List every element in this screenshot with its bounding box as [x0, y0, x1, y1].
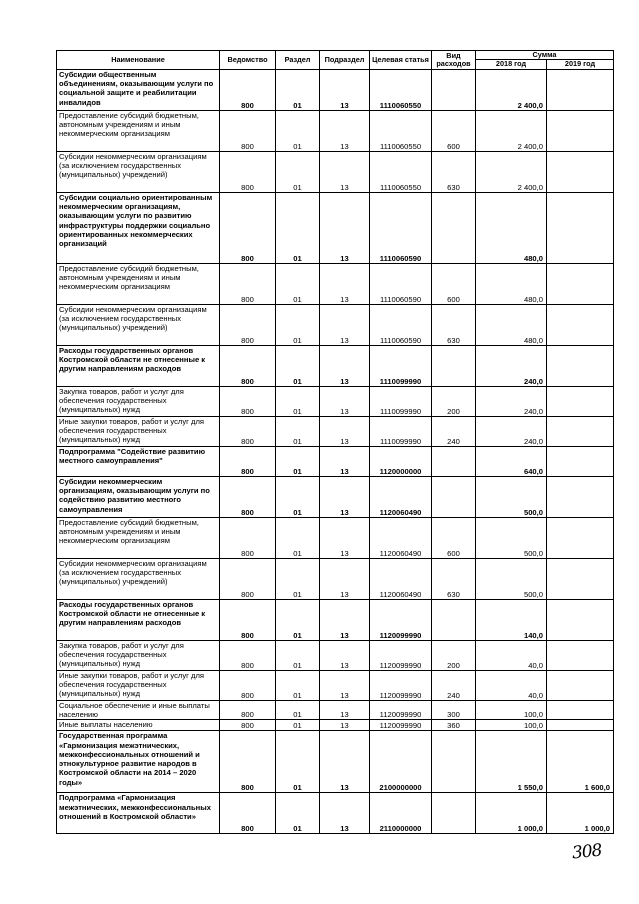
cell-podrazdel: 13	[320, 670, 370, 700]
cell-sum-2019	[547, 517, 614, 558]
cell-podrazdel: 13	[320, 731, 370, 793]
cell-sum-2019	[547, 446, 614, 476]
cell-razdel: 01	[276, 110, 320, 151]
cell-vid-rashodov: 360	[432, 720, 476, 731]
cell-vid-rashodov: 600	[432, 263, 476, 304]
cell-name: Предоставление субсидий бюджетным, автономным учреждениям и иным некоммерческим организациям	[57, 263, 220, 304]
cell-podrazdel: 13	[320, 110, 370, 151]
cell-vid-rashodov: 240	[432, 670, 476, 700]
header-name: Наименование	[57, 51, 220, 70]
cell-name: Предоставление субсидий бюджетным, автономным учреждениям и иным некоммерческим организациям	[57, 517, 220, 558]
cell-vedomstvo: 800	[220, 386, 276, 416]
cell-celevaya-statya: 1120060490	[370, 558, 432, 599]
cell-name: Субсидии некоммерческим организациям, оказывающим услуги по содействию развитию местного самоуправления	[57, 476, 220, 517]
cell-razdel: 01	[276, 446, 320, 476]
cell-name: Социальное обеспечение и иные выплаты населению	[57, 700, 220, 720]
cell-vedomstvo: 800	[220, 110, 276, 151]
cell-name: Иные выплаты населению	[57, 720, 220, 731]
cell-sum-2019	[547, 192, 614, 263]
cell-name: Закупка товаров, работ и услуг для обеспечения государственных (муниципальных) нужд	[57, 386, 220, 416]
cell-vedomstvo: 800	[220, 416, 276, 446]
cell-vid-rashodov	[432, 345, 476, 386]
cell-vedomstvo: 800	[220, 446, 276, 476]
cell-sum-2018: 1 550,0	[476, 731, 547, 793]
cell-podrazdel: 13	[320, 640, 370, 670]
cell-sum-2019	[547, 69, 614, 110]
cell-celevaya-statya: 1110060590	[370, 263, 432, 304]
cell-name: Подпрограмма «Гармонизация межэтнических, межконфессиональных отношений в Костромской области»	[57, 793, 220, 834]
cell-vid-rashodov	[432, 192, 476, 263]
cell-podrazdel: 13	[320, 151, 370, 192]
cell-name: Расходы государственных органов Костромской области не отнесенные к другим направлениям расходов	[57, 599, 220, 640]
cell-celevaya-statya: 1110099990	[370, 386, 432, 416]
cell-sum-2019	[547, 416, 614, 446]
cell-name: Субсидии некоммерческим организациям (за исключением государственных (муниципальных) учреждений)	[57, 304, 220, 345]
table-row	[57, 640, 614, 670]
cell-vid-rashodov: 600	[432, 110, 476, 151]
cell-razdel: 01	[276, 192, 320, 263]
cell-celevaya-statya: 2100000000	[370, 731, 432, 793]
cell-vid-rashodov: 630	[432, 558, 476, 599]
cell-razdel: 01	[276, 304, 320, 345]
table-row	[57, 720, 614, 731]
cell-celevaya-statya: 1120099990	[370, 670, 432, 700]
table-row	[57, 517, 614, 558]
table-row	[57, 700, 614, 720]
header-razdel: Раздел	[276, 51, 320, 70]
cell-sum-2018: 1 000,0	[476, 793, 547, 834]
cell-razdel: 01	[276, 69, 320, 110]
table-row	[57, 192, 614, 263]
cell-name: Предоставление субсидий бюджетным, автономным учреждениям и иным некоммерческим организациям	[57, 110, 220, 151]
cell-razdel: 01	[276, 670, 320, 700]
cell-razdel: 01	[276, 793, 320, 834]
cell-sum-2018: 40,0	[476, 670, 547, 700]
table-row	[57, 69, 614, 110]
cell-vedomstvo: 800	[220, 720, 276, 731]
cell-sum-2018: 240,0	[476, 416, 547, 446]
cell-sum-2018: 640,0	[476, 446, 547, 476]
cell-vid-rashodov	[432, 446, 476, 476]
cell-celevaya-statya: 1110060590	[370, 192, 432, 263]
table-row	[57, 110, 614, 151]
cell-celevaya-statya: 1110099990	[370, 345, 432, 386]
cell-sum-2018: 500,0	[476, 476, 547, 517]
cell-razdel: 01	[276, 731, 320, 793]
cell-celevaya-statya: 1110060550	[370, 69, 432, 110]
table-row	[57, 446, 614, 476]
cell-vid-rashodov	[432, 476, 476, 517]
cell-vedomstvo: 800	[220, 793, 276, 834]
cell-sum-2019: 1 000,0	[547, 793, 614, 834]
cell-razdel: 01	[276, 345, 320, 386]
cell-podrazdel: 13	[320, 263, 370, 304]
page-number: 308	[571, 840, 603, 864]
header-podrazdel: Подраздел	[320, 51, 370, 70]
header-vid-rashodov: Вид расходов	[432, 51, 476, 70]
cell-vedomstvo: 800	[220, 558, 276, 599]
header-year-2018: 2018 год	[476, 60, 547, 69]
cell-razdel: 01	[276, 517, 320, 558]
cell-vid-rashodov: 240	[432, 416, 476, 446]
cell-sum-2019	[547, 110, 614, 151]
cell-razdel: 01	[276, 416, 320, 446]
cell-sum-2018: 240,0	[476, 345, 547, 386]
cell-celevaya-statya: 1120060490	[370, 517, 432, 558]
cell-vid-rashodov: 200	[432, 386, 476, 416]
cell-sum-2019	[547, 263, 614, 304]
cell-sum-2018: 480,0	[476, 192, 547, 263]
cell-vedomstvo: 800	[220, 345, 276, 386]
cell-podrazdel: 13	[320, 793, 370, 834]
cell-sum-2018: 480,0	[476, 263, 547, 304]
cell-sum-2018: 40,0	[476, 640, 547, 670]
cell-vid-rashodov: 300	[432, 700, 476, 720]
cell-vedomstvo: 800	[220, 670, 276, 700]
cell-vedomstvo: 800	[220, 599, 276, 640]
table-row	[57, 558, 614, 599]
cell-vid-rashodov	[432, 731, 476, 793]
cell-vedomstvo: 800	[220, 263, 276, 304]
cell-sum-2018: 100,0	[476, 720, 547, 731]
cell-podrazdel: 13	[320, 476, 370, 517]
table-row	[57, 793, 614, 834]
cell-sum-2019	[547, 476, 614, 517]
cell-sum-2018: 140,0	[476, 599, 547, 640]
cell-name: Закупка товаров, работ и услуг для обеспечения государственных (муниципальных) нужд	[57, 640, 220, 670]
cell-podrazdel: 13	[320, 599, 370, 640]
cell-podrazdel: 13	[320, 700, 370, 720]
cell-vedomstvo: 800	[220, 69, 276, 110]
table-row	[57, 416, 614, 446]
cell-razdel: 01	[276, 558, 320, 599]
cell-podrazdel: 13	[320, 517, 370, 558]
cell-sum-2019	[547, 386, 614, 416]
cell-sum-2019	[547, 700, 614, 720]
cell-podrazdel: 13	[320, 446, 370, 476]
cell-razdel: 01	[276, 386, 320, 416]
cell-celevaya-statya: 1110099990	[370, 416, 432, 446]
cell-sum-2018: 2 400,0	[476, 69, 547, 110]
table-body	[57, 69, 614, 834]
cell-sum-2019	[547, 151, 614, 192]
cell-podrazdel: 13	[320, 69, 370, 110]
cell-vid-rashodov	[432, 599, 476, 640]
cell-vid-rashodov: 630	[432, 151, 476, 192]
cell-razdel: 01	[276, 700, 320, 720]
header-year-2019: 2019 год	[547, 60, 614, 69]
cell-vedomstvo: 800	[220, 640, 276, 670]
cell-podrazdel: 13	[320, 304, 370, 345]
cell-name: Иные закупки товаров, работ и услуг для обеспечения государственных (муниципальных) нужд	[57, 416, 220, 446]
table-row	[57, 263, 614, 304]
header-summa: Сумма	[476, 51, 614, 60]
cell-celevaya-statya: 1110060550	[370, 151, 432, 192]
table-row	[57, 345, 614, 386]
cell-celevaya-statya: 1110060590	[370, 304, 432, 345]
cell-vedomstvo: 800	[220, 700, 276, 720]
cell-name: Государственная программа «Гармонизация межэтнических, межконфессиональных отношений и этнокультурное развитие народов в Костромской области на 2014 – 2020 годы»	[57, 731, 220, 793]
cell-name: Субсидии некоммерческим организациям (за исключением государственных (муниципальных) учреждений)	[57, 151, 220, 192]
header-celevaya-statya: Целевая статья	[370, 51, 432, 70]
cell-sum-2018: 2 400,0	[476, 110, 547, 151]
cell-sum-2018: 2 400,0	[476, 151, 547, 192]
cell-razdel: 01	[276, 151, 320, 192]
cell-razdel: 01	[276, 263, 320, 304]
cell-sum-2019	[547, 640, 614, 670]
cell-vedomstvo: 800	[220, 476, 276, 517]
cell-podrazdel: 13	[320, 720, 370, 731]
cell-vedomstvo: 800	[220, 517, 276, 558]
cell-vedomstvo: 800	[220, 731, 276, 793]
cell-celevaya-statya: 1120000000	[370, 446, 432, 476]
cell-vid-rashodov: 630	[432, 304, 476, 345]
cell-razdel: 01	[276, 599, 320, 640]
cell-celevaya-statya: 1120099990	[370, 700, 432, 720]
cell-sum-2019	[547, 304, 614, 345]
cell-sum-2019	[547, 670, 614, 700]
cell-vedomstvo: 800	[220, 304, 276, 345]
cell-celevaya-statya: 1120099990	[370, 640, 432, 670]
cell-name: Субсидии социально ориентированным некоммерческим организациям, оказывающим услуги по развитию инфраструктуры поддержки социально ориентированных некоммерческих организаций	[57, 192, 220, 263]
cell-vedomstvo: 800	[220, 151, 276, 192]
cell-celevaya-statya: 1110060550	[370, 110, 432, 151]
cell-podrazdel: 13	[320, 416, 370, 446]
cell-sum-2019	[547, 345, 614, 386]
cell-celevaya-statya: 1120099990	[370, 720, 432, 731]
cell-vid-rashodov: 600	[432, 517, 476, 558]
table-row	[57, 670, 614, 700]
cell-podrazdel: 13	[320, 386, 370, 416]
table-row	[57, 476, 614, 517]
table-row	[57, 304, 614, 345]
cell-razdel: 01	[276, 476, 320, 517]
table-row	[57, 386, 614, 416]
cell-podrazdel: 13	[320, 558, 370, 599]
cell-celevaya-statya: 1120099990	[370, 599, 432, 640]
cell-podrazdel: 13	[320, 192, 370, 263]
cell-name: Субсидии некоммерческим организациям (за исключением государственных (муниципальных) учреждений)	[57, 558, 220, 599]
table-row	[57, 599, 614, 640]
cell-name: Субсидии общественным объединениям, оказывающим услуги по социальной защите и реабилитации инвалидов	[57, 69, 220, 110]
cell-sum-2019	[547, 599, 614, 640]
table-row	[57, 151, 614, 192]
cell-celevaya-statya: 1120060490	[370, 476, 432, 517]
cell-sum-2019	[547, 720, 614, 731]
cell-podrazdel: 13	[320, 345, 370, 386]
cell-sum-2019: 1 600,0	[547, 731, 614, 793]
cell-sum-2019	[547, 558, 614, 599]
cell-sum-2018: 500,0	[476, 558, 547, 599]
header-vedomstvo: Ведомство	[220, 51, 276, 70]
cell-vid-rashodov: 200	[432, 640, 476, 670]
budget-table	[56, 50, 614, 834]
cell-sum-2018: 500,0	[476, 517, 547, 558]
cell-razdel: 01	[276, 720, 320, 731]
cell-name: Иные закупки товаров, работ и услуг для обеспечения государственных (муниципальных) нужд	[57, 670, 220, 700]
cell-vid-rashodov	[432, 793, 476, 834]
cell-vedomstvo: 800	[220, 192, 276, 263]
cell-sum-2018: 480,0	[476, 304, 547, 345]
cell-sum-2018: 100,0	[476, 700, 547, 720]
cell-razdel: 01	[276, 640, 320, 670]
cell-celevaya-statya: 2110000000	[370, 793, 432, 834]
cell-sum-2018: 240,0	[476, 386, 547, 416]
cell-name: Подпрограмма "Содействие развитию местного самоуправления"	[57, 446, 220, 476]
cell-name: Расходы государственных органов Костромской области не отнесенные к другим направлениям расходов	[57, 345, 220, 386]
table-row	[57, 731, 614, 793]
cell-vid-rashodov	[432, 69, 476, 110]
